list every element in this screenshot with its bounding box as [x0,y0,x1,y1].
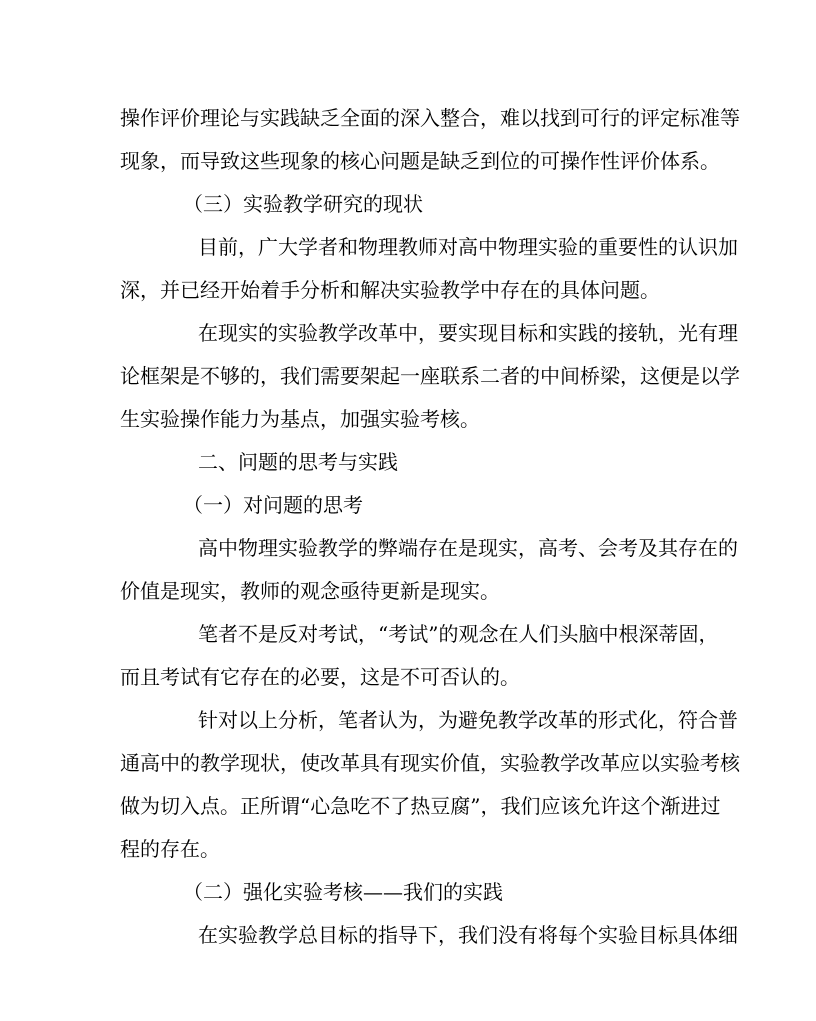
body-text-line: 通高中的教学现状，使改革具有现实价值，实验教学改革应以实验考核 [120,751,740,775]
body-text-line: 现象，而导致这些现象的核心问题是缺乏到位的可操作性评价体系。 [120,149,720,173]
paragraph-first-line: 在实验教学总目标的指导下，我们没有将每个实验目标具体细 [198,923,738,947]
paragraph-first-line: 在现实的实验教学改革中，要实现目标和实践的接轨，光有理 [198,321,738,345]
section-heading: （三）实验教学研究的现状 [183,192,423,216]
body-text-line: 操作评价理论与实践缺乏全面的深入整合，难以找到可行的评定标准等 [120,106,740,130]
paragraph-first-line: 高中物理实验教学的弊端存在是现实，高考、会考及其存在的 [198,536,738,560]
section-heading: （一）对问题的思考 [183,493,363,517]
section-heading: （二）强化实验考核——我们的实践 [183,880,503,904]
section-heading: 二、问题的思考与实践 [198,450,398,474]
body-text-line: 论框架是不够的，我们需要架起一座联系二者的中间桥梁，这便是以学 [120,364,740,388]
paragraph-first-line: 笔者不是反对考试，“考试”的观念在人们头脑中根深蒂固， [198,622,719,646]
body-text-line: 做为切入点。正所谓“心急吃不了热豆腐”，我们应该允许这个渐进过 [120,794,721,818]
body-text-line: 价值是现实，教师的观念亟待更新是现实。 [120,579,500,603]
body-text-line: 深，并已经开始着手分析和解决实验教学中存在的具体问题。 [120,278,660,302]
body-text-line: 而且考试有它存在的必要，这是不可否认的。 [120,665,520,689]
body-text-line: 生实验操作能力为基点，加强实验考核。 [120,407,480,431]
paragraph-first-line: 针对以上分析，笔者认为，为避免教学改革的形式化，符合普 [198,708,738,732]
body-text-line: 程的存在。 [120,837,220,861]
paragraph-first-line: 目前，广大学者和物理教师对高中物理实验的重要性的认识加 [198,235,738,259]
